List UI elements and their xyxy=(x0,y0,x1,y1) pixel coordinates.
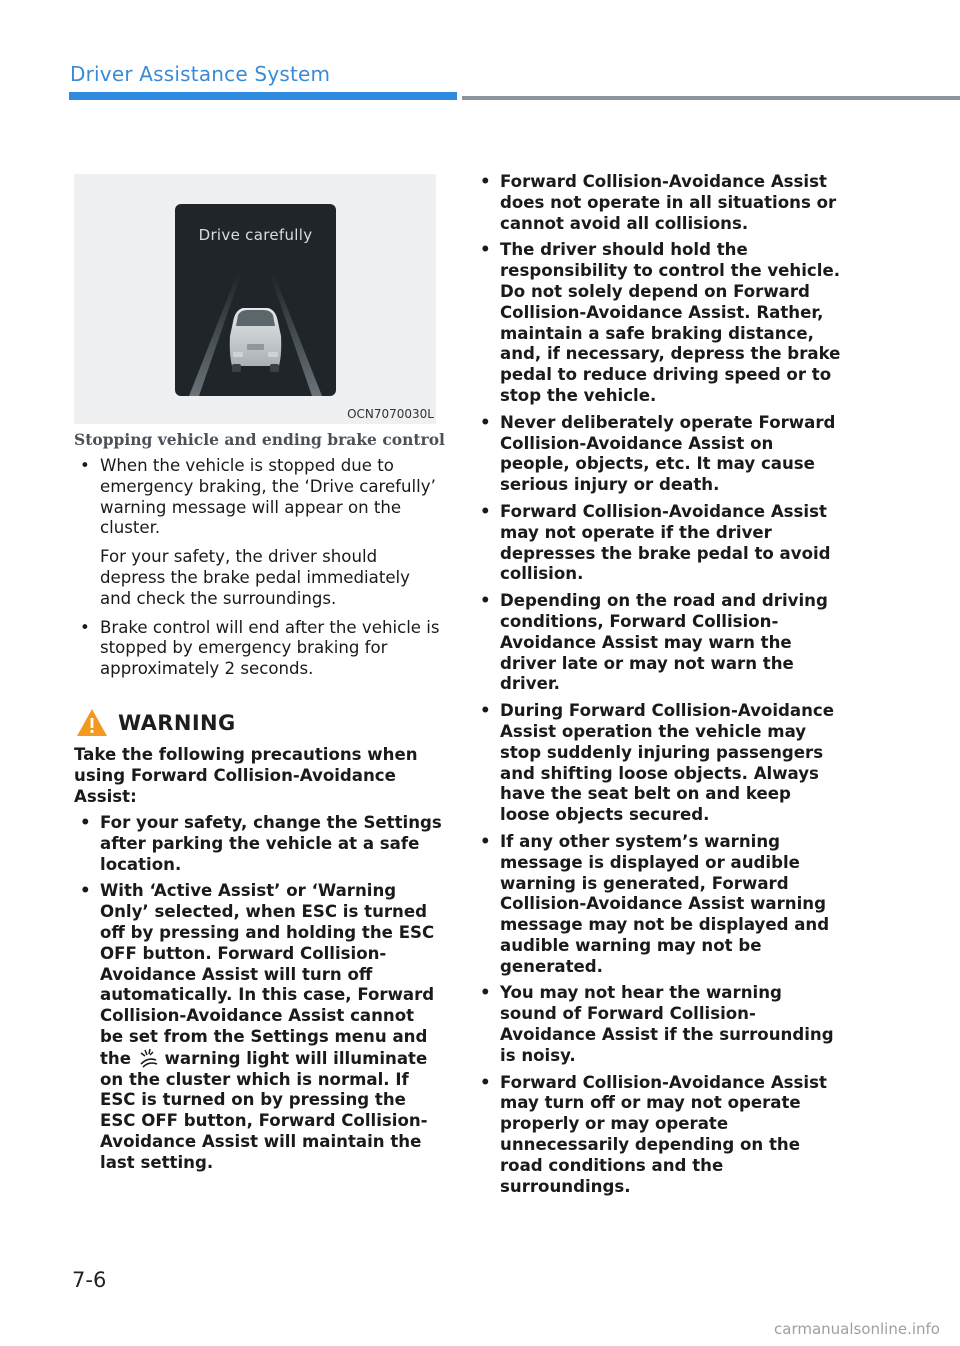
list-item: • During Forward Collision-Avoidance Assist operation the vehicle may stop suddenly injuring passengers and shifting loose objects. Always have the seat belt on and keep loose objects secured. xyxy=(474,701,844,826)
list-item-text: warning light will illuminate on the cluster which is normal. If ESC is turned on by pressing the ESC OFF button, Forward Collision-Avoidance Assist will maintain the last setting. xyxy=(100,1048,428,1172)
figure-caption: Stopping vehicle and ending brake control xyxy=(74,430,445,449)
left-bullet-list xyxy=(74,456,442,688)
warning-heading xyxy=(76,706,236,740)
fca-warning-light-icon xyxy=(137,1048,159,1068)
list-item-text: With ‘Active Assist’ or ‘Warning Only’ selected, when ESC is turned off by pressing and holding the ESC OFF button. Forward Collision-Avoidance Assist will turn off automatically. In this case, Forward Collision-Avoidance Assist cannot be set from the Settings menu and the xyxy=(100,881,435,1068)
header-title: Driver Assistance System xyxy=(70,62,331,86)
screen-message: Drive carefully xyxy=(198,226,313,244)
list-item xyxy=(74,618,442,680)
list-item: • Forward Collision-Avoidance Assist does not operate in all situations or cannot avoid all collisions. xyxy=(474,172,844,234)
list-item xyxy=(74,456,442,610)
list-item-text: For your safety, change the Settings after parking the vehicle at a safe location. xyxy=(100,813,442,874)
list-item: • If any other system’s warning message is displayed or audible warning is generated, Forward Collision-Avoidance Assist warning message may not be displayed and audible warning may not be generated. xyxy=(474,832,844,978)
list-item: • You may not hear the warning sound of Forward Collision-Avoidance Assist if the surrounding is noisy. xyxy=(474,983,844,1066)
header-divider xyxy=(462,96,960,100)
figure-code: OCN7070030L xyxy=(347,407,434,421)
header-accent-bar xyxy=(69,92,457,100)
list-item xyxy=(74,881,442,1173)
list-item: • Depending on the road and driving conditions, Forward Collision-Avoidance Assist may warn the driver late or may not warn the driver. xyxy=(474,591,844,695)
list-item-text: For your safety, the driver should depress the brake pedal immediately and check the surroundings. xyxy=(100,547,410,608)
watermark: carmanualsonline.info xyxy=(774,1320,940,1338)
list-item-text: • Brake control will end after the vehicle is stopped by emergency braking for approximately 2 seconds. xyxy=(100,617,440,679)
cluster-screen xyxy=(175,204,336,396)
warning-title: WARNING xyxy=(118,711,236,735)
list-item: • Never deliberately operate Forward Collision-Avoidance Assist on people, objects, etc. It may cause serious injury or death. xyxy=(474,413,844,496)
list-item-text: • When the vehicle is stopped due to emergency braking, the ‘Drive carefully’ warning message will appear on the cluster. xyxy=(100,456,436,538)
warning-intro: Take the following precautions when using Forward Collision-Avoidance Assist: xyxy=(74,745,418,806)
list-item: • The driver should hold the responsibility to control the vehicle. Do not solely depend on Forward Collision-Avoidance Assist. Rather, maintain a safe braking distance, and, if necessary, depress the brake pedal to reduce driving speed or to stop the vehicle. xyxy=(474,240,844,406)
list-item: • Forward Collision-Avoidance Assist may turn off or may not operate properly or may operate unnecessarily depending on the road conditions and the surroundings. xyxy=(474,1073,844,1198)
cluster-figure xyxy=(74,174,436,424)
right-bullet-list xyxy=(474,172,844,1203)
list-item: • Forward Collision-Avoidance Assist may not operate if the driver depresses the brake pedal to avoid collision. xyxy=(474,502,844,585)
warning-triangle-icon xyxy=(76,707,108,739)
warning-bullet-list xyxy=(74,813,442,1180)
car-icon xyxy=(230,308,282,372)
list-item xyxy=(74,813,442,875)
page-number: 7-6 xyxy=(72,1268,107,1292)
